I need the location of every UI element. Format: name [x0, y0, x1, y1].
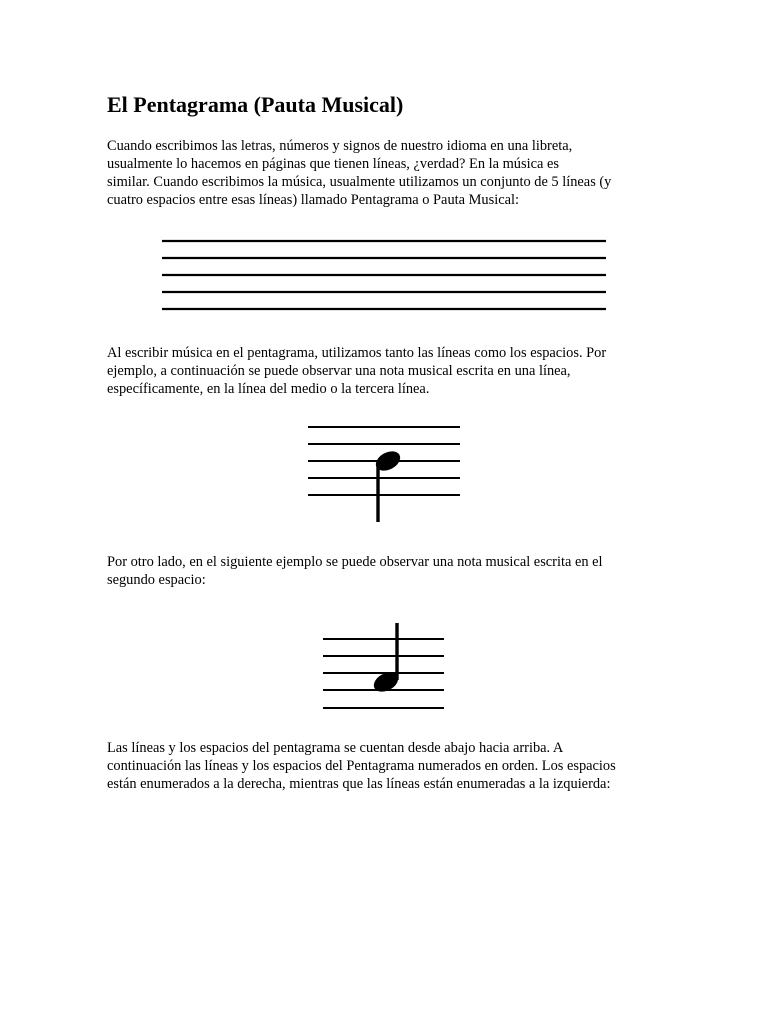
text-line: Por otro lado, en el siguiente ejemplo se puede observar una nota musical escrita en el: [107, 554, 603, 570]
page-title: El Pentagrama (Pauta Musical): [107, 92, 404, 117]
text-line: usualmente lo hacemos en páginas que tienen líneas, ¿verdad? En la música es: [107, 156, 559, 172]
note-head: [373, 447, 404, 474]
text-line: están enumerados a la derecha, mientras que las líneas están enumeradas a la izquierda:: [107, 776, 611, 792]
text-line: Las líneas y los espacios del pentagrama se cuentan desde abajo hacia arriba. A: [107, 740, 564, 756]
text-line: cuatro espacios entre esas líneas) llamado Pentagrama o Pauta Musical:: [107, 192, 519, 208]
space-note-paragraph: [107, 553, 667, 589]
text-line: Al escribir música en el pentagrama, utilizamos tanto las líneas como los espacios. Por: [107, 345, 607, 361]
text-line: ejemplo, a continuación se puede observar una nota musical escrita en una línea,: [107, 363, 571, 379]
line-note-paragraph: [107, 344, 667, 398]
text-line: Cuando escribimos las letras, números y signos de nuestro idioma en una libreta,: [107, 138, 573, 154]
counting-paragraph: [107, 739, 667, 793]
intro-paragraph: [107, 137, 667, 209]
note-head: [371, 668, 402, 695]
text-line: continuación las líneas y los espacios del Pentagrama numerados en orden. Los espacios: [107, 758, 616, 774]
text-line: segundo espacio:: [107, 572, 206, 588]
text-line: similar. Cuando escribimos la música, usualmente utilizamos un conjunto de 5 líneas (y: [107, 174, 612, 190]
text-line: específicamente, en la línea del medio o la tercera línea.: [107, 381, 430, 397]
